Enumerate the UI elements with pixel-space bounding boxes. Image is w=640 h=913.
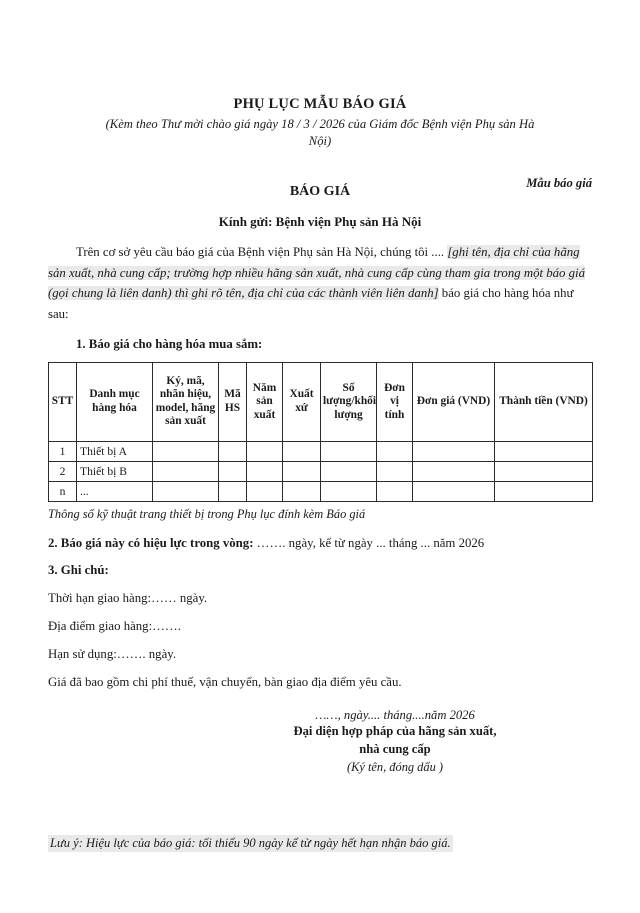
intro-part-2: báo giá cho hàng hóa như sau: (48, 286, 574, 322)
table-cell-item: Thiết bị A (77, 441, 153, 461)
table-cell-stt: 1 (49, 441, 77, 461)
table-header-cell: Đơn vị tính (377, 362, 413, 441)
table-cell-stt: 2 (49, 461, 77, 481)
subtitle-line-2: Nội) (308, 134, 332, 148)
document-body (48, 96, 592, 852)
table-row (49, 481, 593, 501)
table-cell-item: Thiết bị B (77, 461, 153, 481)
table-cell-quantity (321, 461, 377, 481)
table-cell-origin (283, 481, 321, 501)
table-cell-hs (219, 461, 247, 481)
table-cell-unit-price (413, 461, 495, 481)
table-cell-unit (377, 481, 413, 501)
table-row (49, 441, 593, 461)
table-cell-origin (283, 441, 321, 461)
table-cell-model (153, 481, 219, 501)
signature-role-line-1: Đại diện hợp pháp của hãng sản xuất, (293, 723, 497, 738)
intro-highlight: [ghi tên, địa chỉ của hãng sản xuất, nhà cung cấp; trường hợp nhiều hãng sản xuất, nhà cung cấp cùng tham gia trong một báo giá (gọi chung là liên danh) thì ghi rõ tên, địa chỉ của các thành viên liên danh] (48, 245, 585, 301)
table-header-row (49, 362, 593, 441)
signature-date: ……, ngày.... tháng....năm 2026 (315, 707, 475, 722)
document-subtitle (48, 116, 592, 150)
table-cell-total (495, 461, 593, 481)
table-cell-year (247, 481, 283, 501)
table-header-cell: Mã HS (219, 362, 247, 441)
table-cell-quantity (321, 441, 377, 461)
section-3-title: 3. Ghi chú: (48, 562, 109, 577)
table-header-cell: Ký, mã, nhãn hiệu, model, hãng sản xuất (153, 362, 219, 441)
subtitle-line-1: (Kèm theo Thư mời chào giá ngày 18 / 3 / 2026 của Giám đốc Bệnh viện Phụ sản Hà (105, 117, 535, 131)
quotation-table (48, 362, 593, 502)
page-title: PHỤ LỤC MẪU BÁO GIÁ (233, 96, 407, 112)
table-cell-unit (377, 461, 413, 481)
table-cell-item: ... (77, 481, 153, 501)
table-cell-model (153, 441, 219, 461)
section-2 (48, 536, 592, 551)
note-line-delivery-place: Địa điểm giao hàng:……. (48, 618, 181, 633)
table-cell-hs (219, 481, 247, 501)
table-cell-unit-price (413, 481, 495, 501)
table-cell-quantity (321, 481, 377, 501)
table-cell-model (153, 461, 219, 481)
table-header-cell: STT (49, 362, 77, 441)
table-cell-unit-price (413, 441, 495, 461)
table-header-cell: Đơn giá (VND) (413, 362, 495, 441)
intro-part-1: Trên cơ sở yêu cầu báo giá của Bệnh viện Phụ sản Hà Nội, chúng tôi .... (76, 245, 448, 259)
table-header-cell: Năm sản xuất (247, 362, 283, 441)
footer-note-wrap (48, 805, 592, 852)
table-header-cell: Danh mục hàng hóa (77, 362, 153, 441)
document-heading: BÁO GIÁ (289, 184, 351, 199)
table-cell-total (495, 441, 593, 461)
signature-role (198, 723, 592, 758)
table-header-cell: Thành tiền (VND) (495, 362, 593, 441)
section-1-title: 1. Báo giá cho hàng hóa mua sắm: (76, 336, 263, 351)
table-cell-unit (377, 441, 413, 461)
table-note: Thông số kỹ thuật trang thiết bị trong Phụ lục đính kèm Báo giá (48, 506, 366, 521)
section-2-label: 2. Báo giá này có hiệu lực trong vòng: (48, 535, 254, 550)
table-cell-total (495, 481, 593, 501)
recipient-line: Kính gửi: Bệnh viện Phụ sản Hà Nội (218, 214, 422, 229)
signature-block (48, 708, 592, 775)
form-label: Mẫu báo giá (526, 176, 592, 190)
footer-note: Lưu ý: Hiệu lực của báo giá: tối thiểu 90 ngày kể từ ngày hết hạn nhận báo giá. (50, 836, 451, 851)
table-cell-stt: n (49, 481, 77, 501)
table-header-cell: Xuất xứ (283, 362, 321, 441)
signature-instruction: (Ký tên, đóng dấu ) (346, 760, 443, 775)
table-cell-hs (219, 441, 247, 461)
signature-role-line-2: nhà cung cấp (359, 741, 431, 756)
note-line-delivery-time: Thời hạn giao hàng:…… ngày. (48, 590, 208, 605)
note-line-price-includes: Giá đã bao gồm chi phí thuế, vận chuyển, bàn giao địa điểm yêu cầu. (48, 674, 402, 689)
table-row (49, 461, 593, 481)
table-cell-origin (283, 461, 321, 481)
table-cell-year (247, 441, 283, 461)
section-2-value: ……. ngày, kể từ ngày ... tháng ... năm 2026 (253, 535, 485, 550)
table-header-cell: Số lượng/khối lượng (321, 362, 377, 441)
table-cell-year (247, 461, 283, 481)
note-line-expiry: Hạn sử dụng:……. ngày. (48, 646, 177, 661)
intro-paragraph (48, 242, 592, 325)
